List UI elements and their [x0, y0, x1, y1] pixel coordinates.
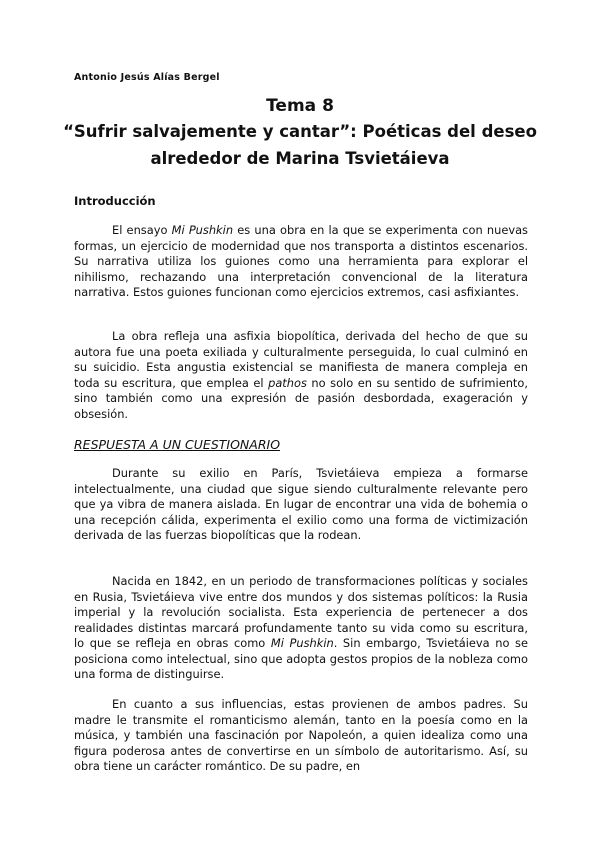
p1-emphasis: Mi Pushkin — [171, 223, 234, 237]
title-line-1: Tema 8 — [266, 96, 334, 116]
p4-text-b: . Sin embargo, Tsvietáieva no se posiciona como intelectual, sino que adopta gestos propios de la nobleza como una forma de distinguirse. — [74, 636, 528, 681]
p2-emphasis: pathos — [268, 375, 307, 390]
p1-text-a: El ensayo — [112, 223, 172, 237]
p4-text-a: Nacida en 1842, en un periodo de transformaciones políticas y sociales en Rusia, Tsvietáieva vive entre dos mundos y dos sistemas políticos: la Rusia imperial y la revolución socialista. Esta experiencia de pertenecer a dos realidades distintas marcará profundamente tanto su vida como su escritura, lo que se refleja en obras como — [74, 574, 528, 650]
title-line-2: “Sufrir salvajemente y cantar”: Poéticas del deseo alrededor de Marina Tsvietáieva — [63, 122, 537, 168]
response-heading: RESPUESTA A UN CUESTIONARIO — [74, 437, 281, 452]
p5-text: En cuanto a sus influencias, estas provienen de ambos padres. Su madre le transmite el romanticismo alemán, tanto en la poesía como en la música, y también una fascinación por Napoleón, a quien idealiza como una figura poderosa antes de convertirse en un símbolo de autoritarismo. Así, su obra tiene un carácter romántico. De su padre, en — [74, 697, 528, 773]
paragraph-2 — [74, 329, 528, 422]
p3-text: Durante su exilio en París, Tsvietáieva empieza a formarse intelectualmente, una ciudad que sigue siendo culturalmente relevante pero que ya vibra de manera aislada. En lugar de encontrar una vida de bohemia o una recepción cálida, experimenta el exilio como una forma de victimización derivada de las fuerzas biopolíticas que la rodean. — [74, 466, 528, 542]
p2-text-a: La obra refleja una asfixia biopolítica, derivada del hecho de que su autora fue una poeta exiliada y culturalmente perseguida, lo cual culminó en su suicidio. Esta angustia existencial se manifiesta de manera compleja en toda su escritura, que emplea el — [74, 329, 528, 390]
paragraph-3 — [74, 466, 528, 544]
author-name: Antonio Jesús Alías Bergel — [74, 72, 220, 83]
intro-heading: Introducción — [74, 194, 156, 208]
p2-text-b: no solo en su sentido de sufrimiento, sino también como una expresión de pasión desbordada, exageración y obsesión. — [74, 375, 528, 421]
paragraph-1 — [74, 223, 528, 301]
title-block — [60, 94, 540, 172]
p4-emphasis: Mi Pushkin — [270, 636, 334, 650]
paragraph-5 — [74, 697, 528, 775]
paragraph-4 — [74, 574, 528, 683]
p1-text-b: es una obra en la que se experimenta con nuevas formas, un ejercicio de modernidad que nos transporta a distintos escenarios. Su narrativa utiliza los guiones como una herramienta para explorar el nihilismo, rechazando una interpretación convencional de la literatura narrativa. Estos guiones funcionan como ejercicios extremos, casi asfixiantes. — [74, 223, 528, 299]
